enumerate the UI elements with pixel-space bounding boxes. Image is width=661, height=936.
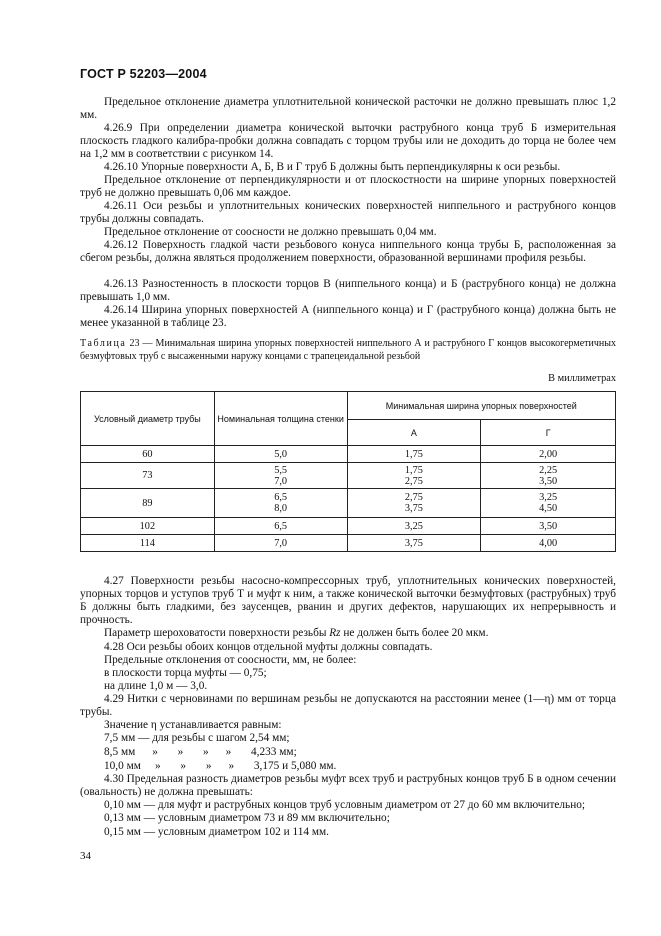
rz-symbol: Rz	[329, 627, 341, 639]
table-caption-text: 23 — Минимальная ширина упорных поверхностей ниппельного А и раструбного Г концов высокогерметичных безмуфтовых труб с высаженными наружу концами с трапецеидальной резьбой	[80, 338, 616, 362]
table-caption	[80, 338, 616, 363]
cell-thickness	[214, 463, 347, 489]
col-header-diameter: Условный диаметр трубы	[81, 392, 215, 446]
paragraph-4-26-9: 4.26.9 При определении диаметра конической выточки раструбного конца труб Б измерительная плоскость гладкого калибра-пробки должна совпадать с торцом трубы или не доходить до торца не более чем на 1,2 мм в соответствии с рисунком 14.	[80, 122, 616, 160]
cell-thickness: 5,0	[214, 446, 347, 463]
cell-value: 3,75	[404, 503, 423, 514]
roughness-text: Параметр шероховатости поверхности резьбы	[104, 627, 330, 639]
cell-value: 4,50	[539, 503, 558, 514]
table-23	[80, 391, 616, 552]
col-header-a: А	[347, 420, 481, 446]
table-row	[81, 489, 616, 518]
cell-diameter: 89	[81, 489, 215, 518]
cell-value: 5,5	[274, 464, 288, 476]
deviation-line: в плоскости торца муфты — 0,75;	[104, 667, 267, 679]
document-header: ГОСТ Р 52203—2004	[80, 67, 207, 81]
cell-value: 3,25	[539, 492, 558, 503]
cell-g	[481, 463, 616, 489]
ovality-line: 0,15 мм — условным диаметром 102 и 114 мм.	[104, 826, 329, 838]
paragraph-4-29: 4.29 Нитки с черновинами по вершинам резьбы не допускаются на расстоянии менее (1—η) мм от торца трубы.	[80, 693, 616, 718]
paragraph-4-30: 4.30 Предельная разность диаметров резьбы муфт всех труб и раструбных концов труб Б в одном сечении (овальность) не должна превышать:	[80, 773, 616, 798]
cell-value: 3,50	[539, 475, 558, 487]
cell-value: 2,75	[404, 492, 423, 503]
page-number: 34	[80, 850, 91, 862]
cell-thickness: 7,0	[214, 535, 347, 552]
cell-value: 2,25	[539, 464, 558, 476]
ovality-line: 0,13 мм — условным диаметром 73 и 89 мм включительно;	[104, 812, 390, 824]
deviation-line: на длине 1,0 м — 3,0.	[104, 680, 208, 692]
cell-a: 3,75	[347, 535, 481, 552]
cell-diameter: 102	[81, 518, 215, 535]
units-label: В миллиметрах	[548, 373, 616, 384]
ovality-line: 0,10 мм — для муфт и раструбных концов труб условным диаметром от 27 до 60 мм включительно;	[104, 799, 586, 811]
cell-diameter: 73	[81, 463, 215, 489]
table-caption-label: Таблица	[80, 338, 127, 349]
cell-value: 7,0	[274, 475, 288, 487]
deviation-intro: Предельные отклонения от соосности, мм, не более:	[104, 654, 357, 666]
table-row	[81, 535, 616, 552]
paragraph-4-26-10: 4.26.10 Упорные поверхности А, Б, В и Г труб Б должны быть перпендикулярны к оси резьбы.	[104, 161, 561, 173]
cell-diameter: 114	[81, 535, 215, 552]
paragraph: Предельное отклонение от соосности не должно превышать 0,04 мм.	[104, 226, 437, 238]
paragraph-roughness	[80, 627, 616, 640]
table-row	[81, 463, 616, 489]
paragraph-4-26-11: 4.26.11 Оси резьбы и уплотнительных конических поверхностей ниппельного и раструбного концов трубы должны совпадать.	[80, 200, 616, 225]
paragraph-4-26-14: 4.26.14 Ширина упорных поверхностей А (ниппельного конца) и Г (раструбного конца) должна быть не менее указанной в таблице 23.	[80, 304, 616, 329]
cell-a: 1,75	[347, 446, 481, 463]
cell-diameter: 60	[81, 446, 215, 463]
cell-a: 3,25	[347, 518, 481, 535]
cell-value: 8,0	[274, 503, 288, 514]
cell-g	[481, 489, 616, 518]
cell-g: 2,00	[481, 446, 616, 463]
eta-line: 7,5 мм — для резьбы с шагом 2,54 мм;	[104, 732, 290, 744]
eta-line: 10,0 мм » » » » 3,175 и 5,080 мм.	[104, 760, 337, 772]
cell-value: 1,75	[404, 464, 423, 476]
cell-value: 6,5	[274, 492, 288, 503]
paragraph-4-26-13: 4.26.13 Разностенность в плоскости торцов В (ниппельного конца) и Б (раструбного конца) не должна превышать 1,0 мм.	[80, 278, 616, 303]
cell-thickness	[214, 489, 347, 518]
paragraph-4-26-12: 4.26.12 Поверхность гладкой части резьбового конуса ниппельного конца трубы Б, расположенная за сбегом резьбы, должна являться продолжением поверхности, образованной вершинами профиля резьбы.	[80, 239, 616, 264]
eta-line: 8,5 мм » » » » 4,233 мм;	[104, 746, 297, 758]
paragraph-4-27: 4.27 Поверхности резьбы насосно-компрессорных труб, уплотнительных конических поверхностей, упорных торцов и уступов труб Т и муфт к ним, а также конической выточки безмуфтовых (раструбных) труб Б должны быть гладкими, без заусенцев, рванин и других дефектов, нарушающих их непрерывность и прочность.	[80, 575, 616, 626]
col-header-g: Г	[481, 420, 616, 446]
cell-a	[347, 489, 481, 518]
paragraph: Предельное отклонение диаметра уплотнительной конической расточки не должно превышать плюс 1,2 мм.	[80, 96, 616, 121]
cell-thickness: 6,5	[214, 518, 347, 535]
cell-g: 4,00	[481, 535, 616, 552]
table-row	[81, 518, 616, 535]
paragraph-4-28: 4.28 Оси резьбы обоих концов отдельной муфты должны совпадать.	[104, 641, 433, 653]
paragraph: Предельное отклонение от перпендикулярности и от плоскостности на ширине упорных поверхностей труб не должно превышать 0,06 мм каждое.	[80, 174, 616, 199]
cell-value: 2,75	[404, 475, 423, 487]
cell-g: 3,50	[481, 518, 616, 535]
cell-a	[347, 463, 481, 489]
col-header-width: Минимальная ширина упорных поверхностей	[347, 392, 615, 420]
roughness-text: не должен быть более 20 мкм.	[340, 627, 489, 639]
eta-intro: Значение η устанавливается равным:	[104, 719, 282, 731]
col-header-thickness: Номинальная толщина стенки	[214, 392, 347, 446]
table-row	[81, 446, 616, 463]
